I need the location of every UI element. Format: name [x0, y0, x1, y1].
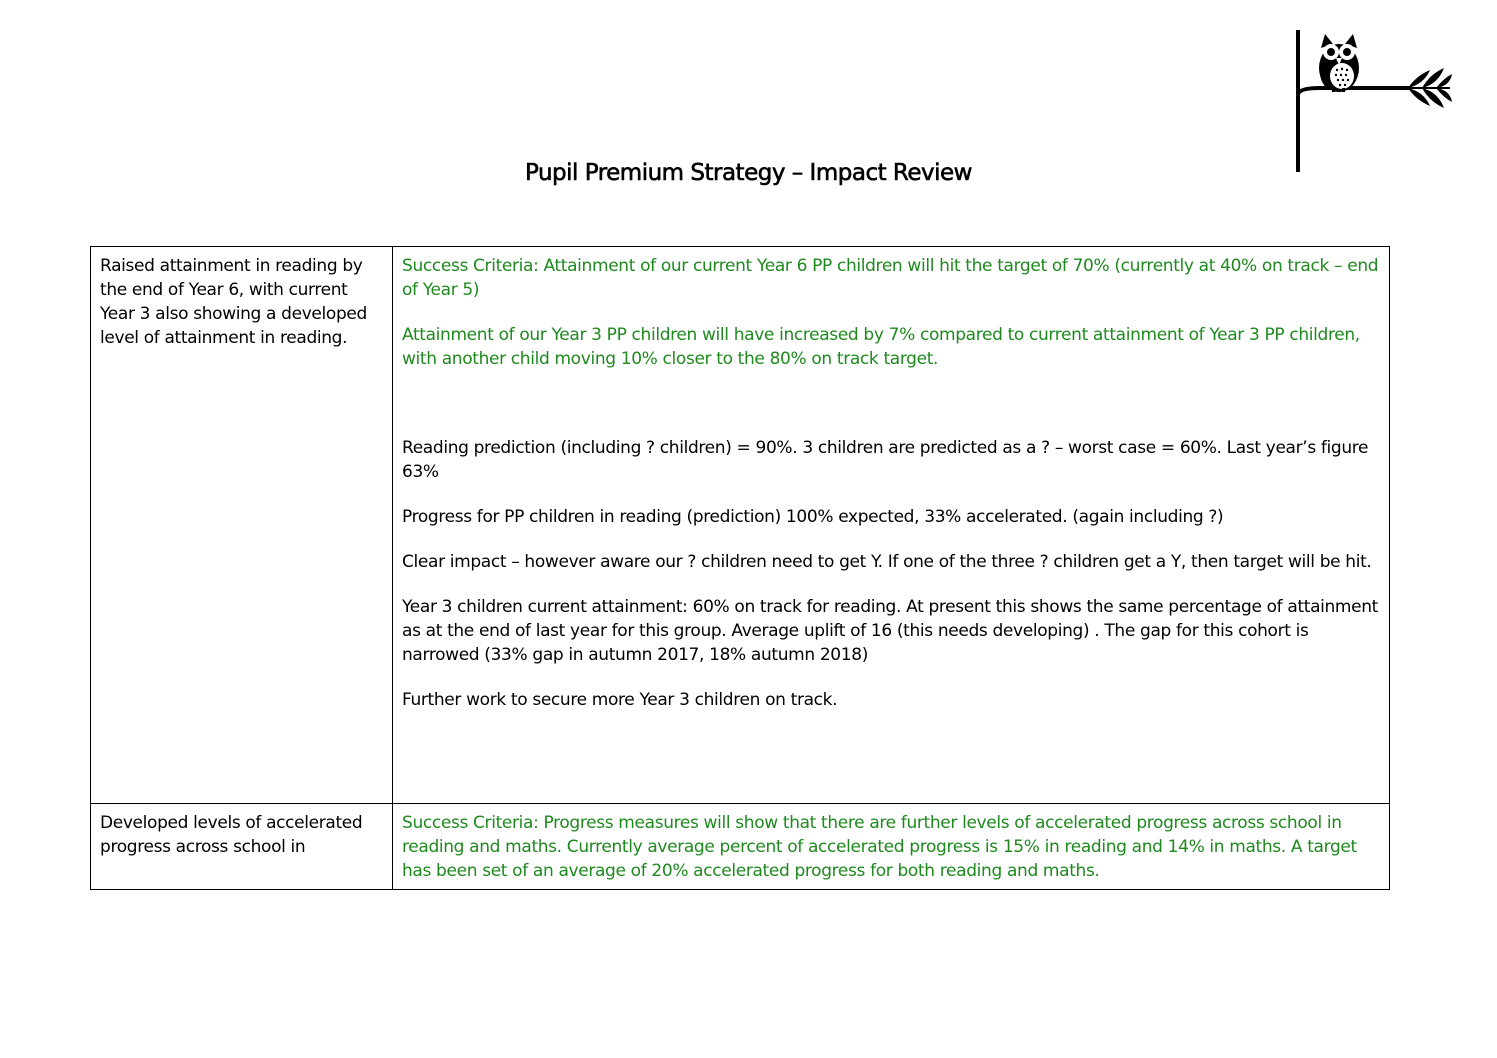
owl-on-branch-icon	[1290, 28, 1460, 178]
objective-text: Raised attainment in reading by the end of Year 6, with current Year 3 also showing a developed level of attainment in reading.	[100, 256, 367, 348]
table-row	[91, 247, 1390, 804]
success-criteria-text: Success Criteria: Attainment of our current Year 6 PP children will hit the target of 70% (currently at 40% on track – end of Year 5)	[402, 256, 1379, 300]
success-criteria-text: Success Criteria: Progress measures will show that there are further levels of accelerated progress across school in reading and maths. Currently average percent of accelerated progress is 15% in reading and 14% in maths. A target has been set of an average of 20% accelerated progress for both reading and maths.	[402, 813, 1357, 881]
review-text: Progress for PP children in reading (prediction) 100% expected, 33% accelerated. (again including ?)	[402, 507, 1224, 527]
objective-cell	[91, 247, 393, 804]
objective-text: Developed levels of accelerated progress across school in	[100, 813, 363, 857]
page-title: Pupil Premium Strategy – Impact Review	[525, 160, 972, 186]
success-criteria-text: Attainment of our Year 3 PP children will have increased by 7% compared to current attainment of Year 3 PP children, with another child moving 10% closer to the 80% on track target.	[402, 325, 1360, 369]
review-text: Clear impact – however aware our ? children need to get Y. If one of the three ? children get a Y, then target will be hit.	[402, 552, 1372, 572]
review-cell	[393, 804, 1390, 890]
objective-cell	[91, 804, 393, 890]
review-cell	[393, 247, 1390, 804]
table-row	[91, 804, 1390, 890]
review-text: Reading prediction (including ? children) = 90%. 3 children are predicted as a ? – worst case = 60%. Last year’s figure 63%	[402, 438, 1369, 482]
review-text: Further work to secure more Year 3 children on track.	[402, 690, 838, 710]
review-text: Year 3 children current attainment: 60% on track for reading. At present this shows the same percentage of attainment as at the end of last year for this group. Average uplift of 16 (this needs developing) . The gap for this cohort is narrowed (33% gap in autumn 2017, 18% autumn 2018)	[402, 597, 1378, 665]
impact-review-table	[90, 246, 1390, 890]
